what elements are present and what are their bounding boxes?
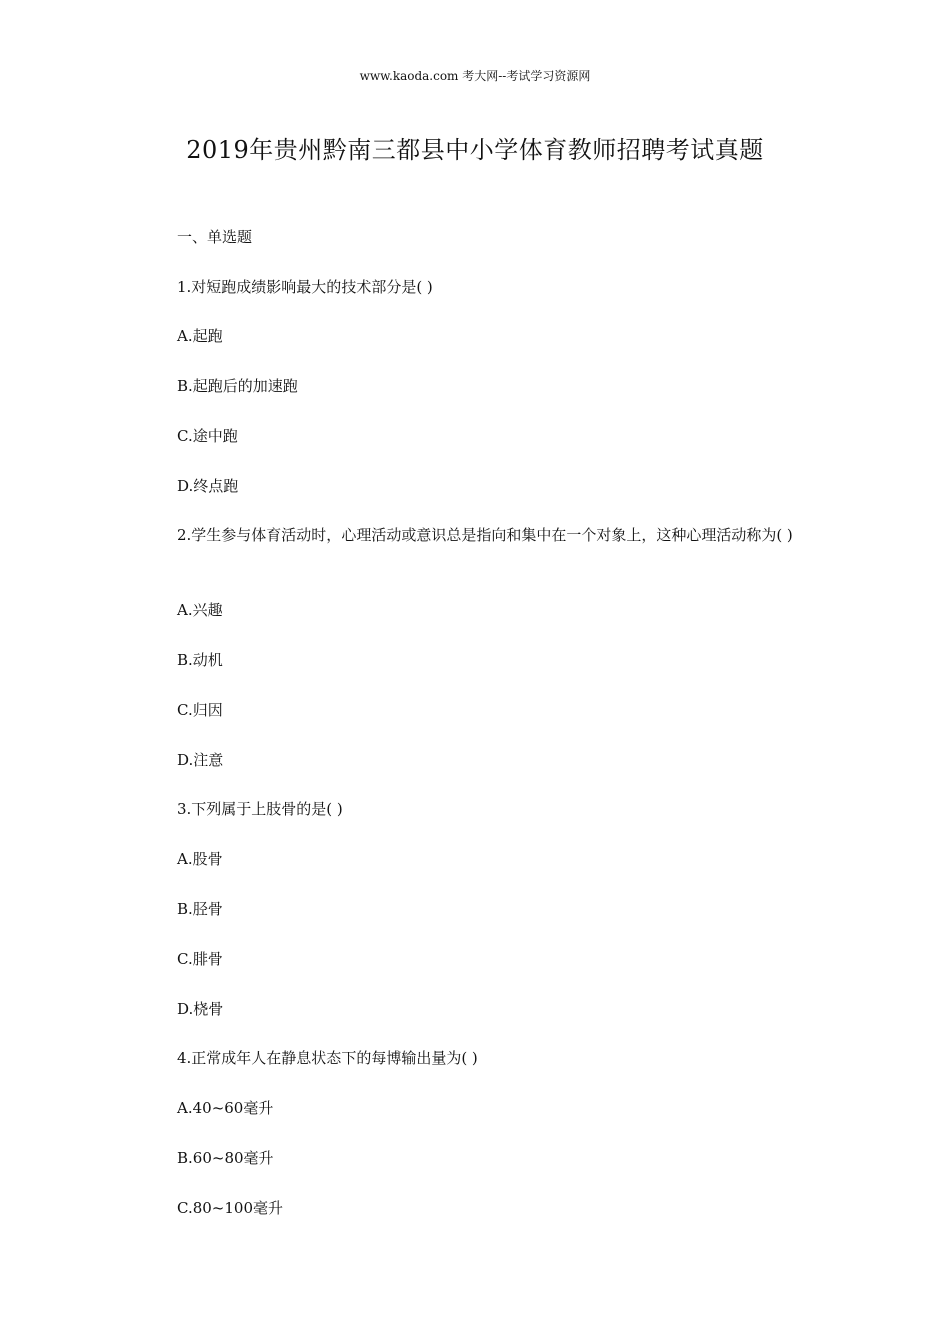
question-4-stem: 4.正常成年人在静息状态下的每博输出量为( ) xyxy=(177,1049,478,1067)
question-3-option-c: C.腓骨 xyxy=(177,950,223,968)
question-1-stem: 1.对短跑成绩影响最大的技术部分是( ) xyxy=(177,278,433,296)
question-2-option-b: B.动机 xyxy=(177,651,223,669)
question-3-stem: 3.下列属于上肢骨的是( ) xyxy=(177,800,343,818)
section-heading: 一、单选题 xyxy=(177,228,253,246)
question-4-option-a: A.40~60毫升 xyxy=(177,1099,274,1117)
question-1-option-d: D.终点跑 xyxy=(177,477,239,495)
question-2-stem: 2.学生参与体育活动时，心理活动或意识总是指向和集中在一个对象上，这种心理活动称为( ) xyxy=(177,526,793,544)
question-4-option-c: C.80~100毫升 xyxy=(177,1199,283,1217)
question-1-option-c: C.途中跑 xyxy=(177,427,238,445)
site-header: www.kaoda.com 考大网--考试学习资源网 xyxy=(359,69,591,83)
question-3-option-a: A.股骨 xyxy=(177,850,223,868)
question-2-option-d: D.注意 xyxy=(177,751,224,769)
page-title: 2019年贵州黔南三都县中小学体育教师招聘考试真题 xyxy=(186,136,764,164)
question-2-option-c: C.归因 xyxy=(177,701,223,719)
question-2-option-a: A.兴趣 xyxy=(177,601,223,619)
question-3-option-d: D.桡骨 xyxy=(177,1000,224,1018)
question-4-option-b: B.60~80毫升 xyxy=(177,1149,274,1167)
question-1-option-a: A.起跑 xyxy=(177,327,223,345)
question-1-option-b: B.起跑后的加速跑 xyxy=(177,377,298,395)
question-3-option-b: B.胫骨 xyxy=(177,900,223,918)
